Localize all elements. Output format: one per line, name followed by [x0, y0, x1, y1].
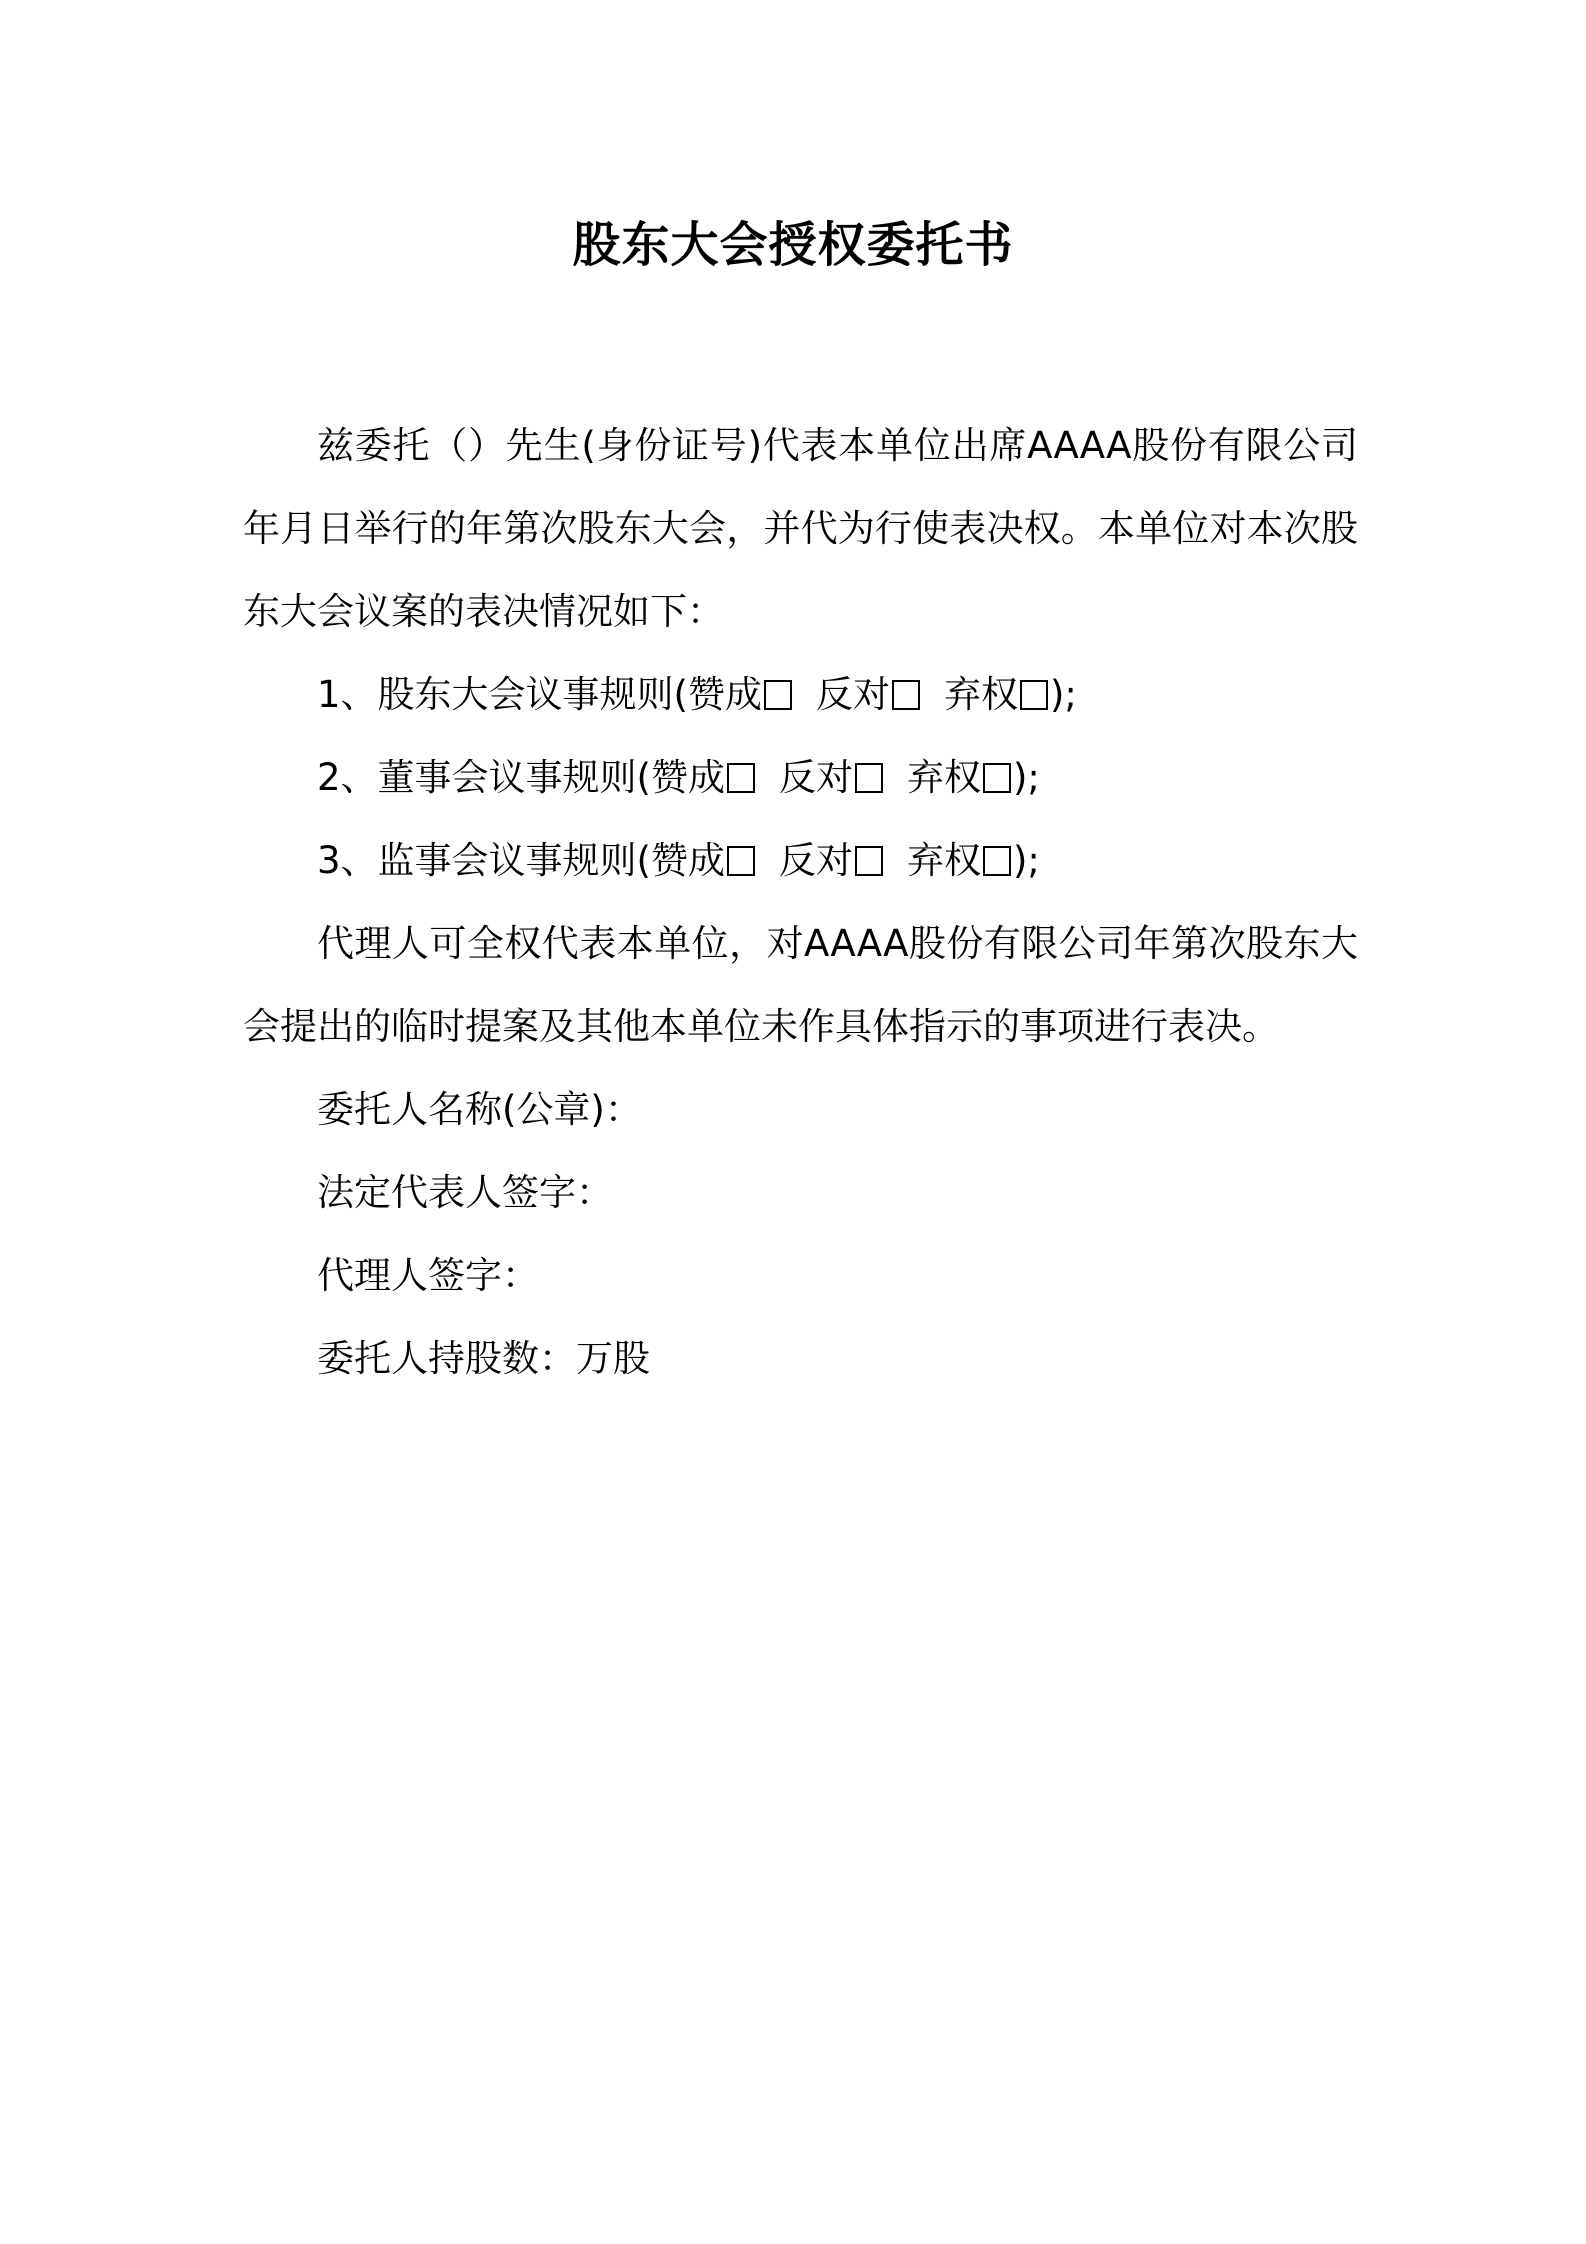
motion-item-3 — [243, 819, 1358, 902]
oppose-checkbox — [892, 680, 920, 710]
option-abstain — [944, 673, 1050, 716]
approve-checkbox — [727, 763, 755, 793]
motion-item-1 — [243, 653, 1358, 736]
oppose-checkbox — [855, 846, 883, 876]
approve-checkbox — [764, 680, 792, 710]
option-label: 反对 — [778, 839, 853, 882]
motion-prefix: 1、股东大会议事规则( — [317, 673, 688, 716]
option-label: 反对 — [815, 673, 890, 716]
option-label: 赞成 — [687, 673, 762, 716]
option-abstain — [907, 839, 1013, 882]
abstain-checkbox — [983, 763, 1011, 793]
intro-paragraph: 兹委托（）先生(身份证号)代表本单位出席AAAA股份有限公司年月日举行的年第次股东大会，并代为行使表决权。本单位对本次股东大会议案的表决情况如下： — [243, 424, 1358, 633]
field-legal-rep-signature: 法定代表人签字： — [317, 1171, 613, 1214]
abstain-checkbox — [983, 846, 1011, 876]
document-title: 股东大会授权委托书 — [572, 217, 1014, 273]
field-shares-held: 委托人持股数：万股 — [317, 1337, 650, 1380]
option-oppose — [779, 839, 885, 882]
option-approve — [651, 756, 757, 799]
motion-suffix: ); — [1012, 839, 1040, 882]
motion-prefix: 3、监事会议事规则( — [317, 839, 651, 882]
motion-item-2 — [243, 736, 1358, 819]
field-agent-signature: 代理人签字： — [317, 1254, 539, 1297]
option-oppose — [816, 673, 922, 716]
document-body — [243, 404, 1358, 1400]
option-approve — [651, 839, 757, 882]
authority-paragraph: 代理人可全权代表本单位，对AAAA股份有限公司年第次股东大会提出的临时提案及其他本单位未作具体指示的事项进行表决。 — [243, 922, 1358, 1048]
approve-checkbox — [727, 846, 755, 876]
option-label: 弃权 — [906, 839, 981, 882]
option-label: 赞成 — [650, 839, 725, 882]
motion-prefix: 2、董事会议事规则( — [317, 756, 651, 799]
option-approve — [688, 673, 794, 716]
motion-suffix: ); — [1049, 673, 1077, 716]
field-principal-name: 委托人名称(公章)： — [317, 1088, 642, 1131]
option-label: 反对 — [778, 756, 853, 799]
option-label: 弃权 — [943, 673, 1018, 716]
oppose-checkbox — [855, 763, 883, 793]
motion-suffix: ); — [1012, 756, 1040, 799]
option-oppose — [779, 756, 885, 799]
option-label: 赞成 — [650, 756, 725, 799]
option-abstain — [907, 756, 1013, 799]
abstain-checkbox — [1020, 680, 1048, 710]
option-label: 弃权 — [906, 756, 981, 799]
